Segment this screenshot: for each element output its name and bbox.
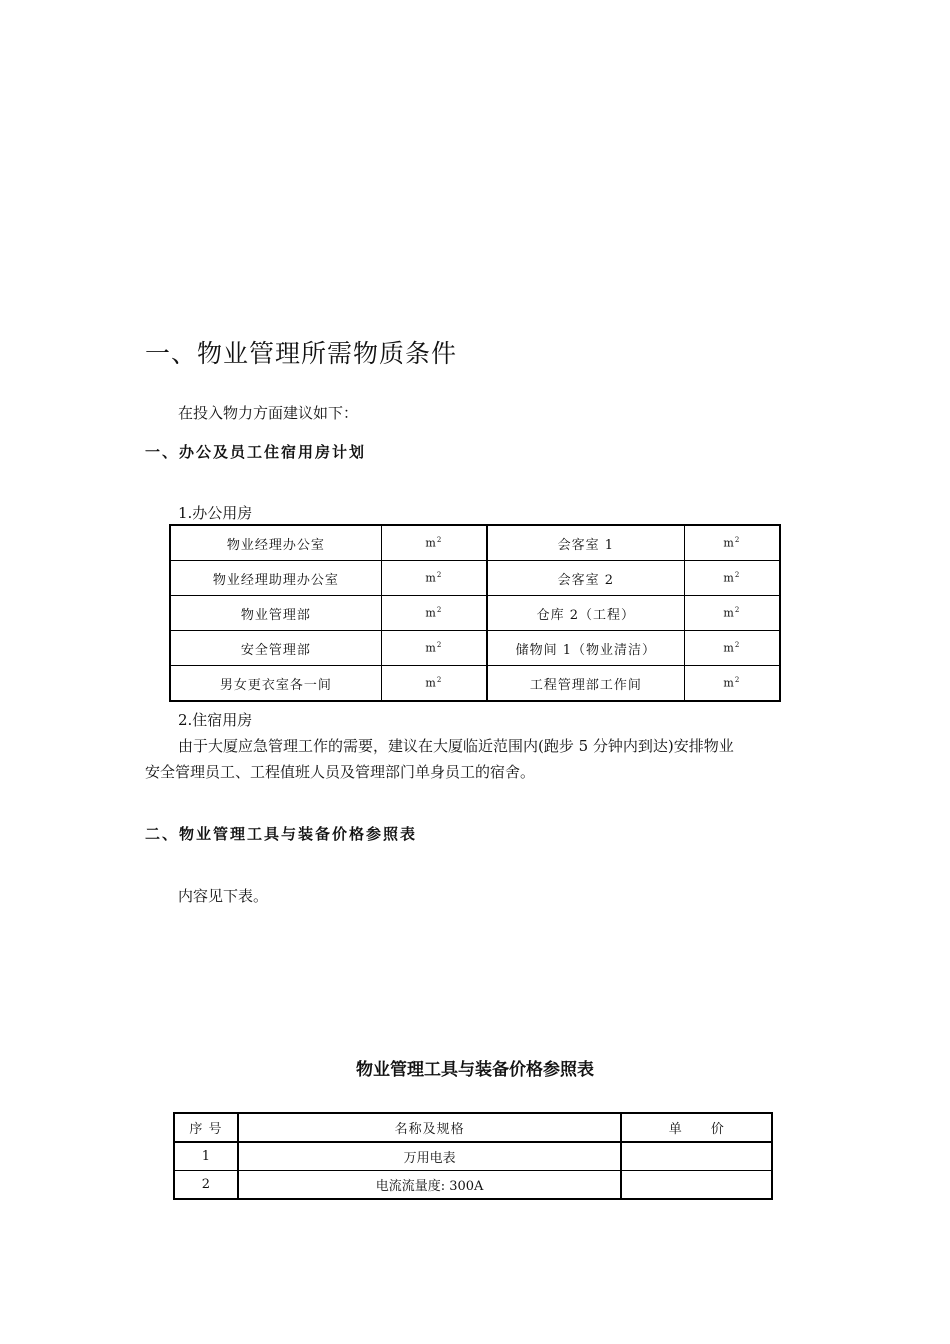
intro-text: 在投入物力方面建议如下：: [178, 404, 359, 422]
room-name: 物业管理部: [170, 596, 381, 631]
table-row: [170, 596, 780, 631]
item-name: 万用电表: [238, 1142, 622, 1171]
section-heading-equipment: 二、物业管理工具与装备价格参照表: [145, 825, 418, 843]
room-name: 男女更衣室各一间: [170, 666, 381, 702]
room-area-unit: $m^2$: [684, 525, 780, 561]
dorm-label: 2.住宿用房: [178, 711, 253, 729]
office-label: 1.办公用房: [178, 504, 253, 522]
dorm-paragraph-line2: 安全管理员工、工程值班人员及管理部门单身员工的宿舍。: [145, 763, 536, 781]
room-name: 安全管理部: [170, 631, 381, 666]
table-row: [170, 666, 780, 702]
room-name: 物业经理助理办公室: [170, 561, 381, 596]
item-price: [621, 1171, 772, 1200]
table-row: [170, 631, 780, 666]
room-name: 会客室 2: [487, 561, 684, 596]
price-reference-table: [173, 1112, 773, 1200]
office-rooms-table: [169, 524, 781, 702]
table-row: [174, 1142, 772, 1171]
item-no: 1: [174, 1142, 238, 1171]
room-area-unit: $m^2$: [381, 596, 487, 631]
room-area-unit: $m^2$: [684, 631, 780, 666]
price-table-title: 物业管理工具与装备价格参照表: [356, 1060, 594, 1080]
column-header-name: 名称及规格: [238, 1113, 622, 1142]
dorm-paragraph-line1: 由于大厦应急管理工作的需要，建议在大厦临近范围内(跑步 5 分钟内到达)安排物业: [178, 737, 734, 755]
room-area-unit: $m^2$: [684, 666, 780, 702]
room-area-unit: $m^2$: [381, 631, 487, 666]
page-title: 一、物业管理所需物质条件: [145, 339, 458, 368]
room-name: 工程管理部工作间: [487, 666, 684, 702]
room-area-unit: $m^2$: [381, 561, 487, 596]
item-name: 电流流量度: 300A: [238, 1171, 622, 1200]
item-no: 2: [174, 1171, 238, 1200]
room-name: 储物间 1（物业清洁）: [487, 631, 684, 666]
table-row: [170, 561, 780, 596]
room-area-unit: $m^2$: [381, 666, 487, 702]
room-area-unit: $m^2$: [684, 561, 780, 596]
table-header-row: [174, 1113, 772, 1142]
table-row: [170, 525, 780, 561]
section-heading-housing: 一、办公及员工住宿用房计划: [145, 443, 367, 461]
table-row: [174, 1171, 772, 1200]
content-note: 内容见下表。: [178, 887, 269, 905]
item-price: [621, 1142, 772, 1171]
room-area-unit: $m^2$: [381, 525, 487, 561]
room-name: 会客室 1: [487, 525, 684, 561]
room-area-unit: $m^2$: [684, 596, 780, 631]
room-name: 物业经理办公室: [170, 525, 381, 561]
column-header-no: 序 号: [174, 1113, 238, 1142]
column-header-price: 单 价: [621, 1113, 772, 1142]
room-name: 仓库 2（工程）: [487, 596, 684, 631]
